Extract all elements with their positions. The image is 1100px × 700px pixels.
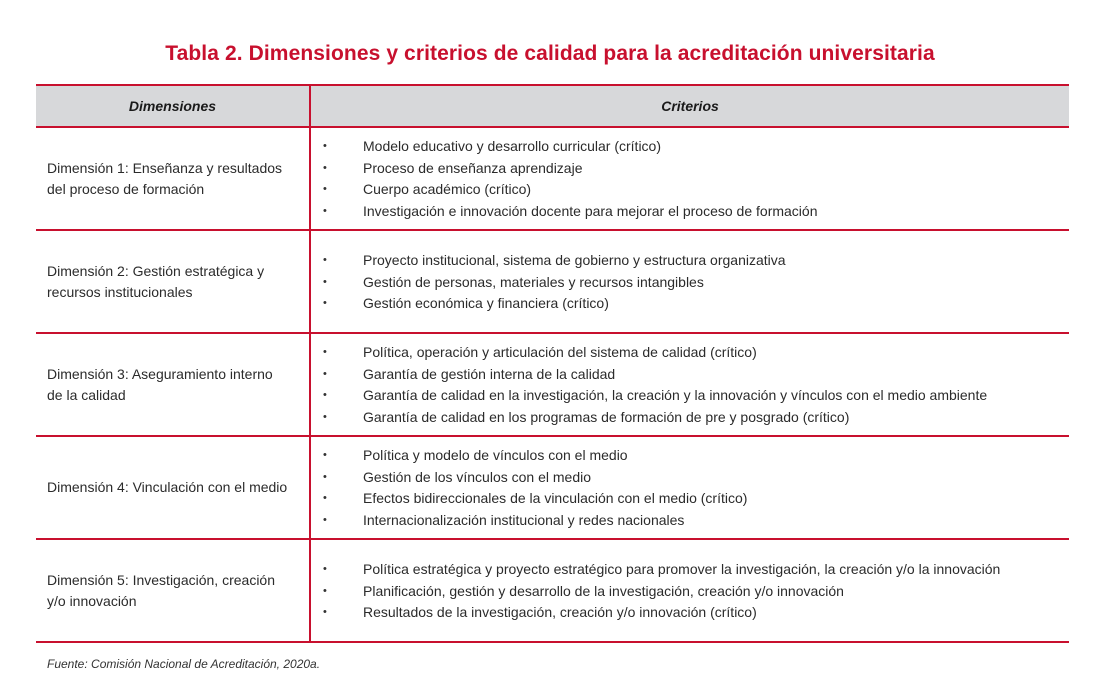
table-header [36, 84, 1069, 128]
bullet-icon: • [323, 513, 327, 526]
criterion-item [321, 249, 1069, 271]
bullet-icon: • [323, 367, 327, 380]
criterion-item [321, 385, 1069, 407]
criterion-text: Planificación, gestión y desarrollo de la investigación, creación y/o innovación [363, 582, 844, 599]
criterion-text: Proyecto institucional, sistema de gobierno y estructura organizativa [363, 252, 786, 268]
criterion-text: Política y modelo de vínculos con el medio [363, 447, 628, 464]
criterion-text: Resultados de la investigación, creación y/o innovación (crítico) [363, 604, 757, 620]
bullet-icon: • [323, 563, 327, 575]
table-body [36, 128, 1069, 643]
criterion-item [321, 466, 1069, 488]
criteria-cell [311, 334, 1069, 435]
bullet-icon: • [323, 584, 327, 597]
bullet-icon: • [323, 161, 327, 174]
criterion-text: Gestión de personas, materiales y recursos intangibles [363, 273, 704, 290]
bullet-icon: • [323, 204, 327, 217]
table-title: Tabla 2. Dimensiones y criterios de calidad para la acreditación universitaria [165, 42, 935, 65]
criterion-text: Modelo educativo y desarrollo curricular (crítico) [363, 138, 661, 155]
dimension-cell: Dimensión 5: Investigación, creación y/o innovación [36, 540, 311, 641]
criteria-table [36, 84, 1069, 643]
bullet-icon: • [323, 140, 327, 153]
bullet-icon: • [323, 346, 327, 359]
criterion-item [321, 200, 1069, 222]
table-row [36, 128, 1069, 231]
criterion-text: Política, operación y articulación del sistema de calidad (crítico) [363, 344, 757, 361]
bullet-icon: • [323, 606, 327, 618]
bullet-icon: • [323, 449, 327, 462]
criterion-text: Cuerpo académico (crítico) [363, 181, 532, 198]
criterion-text: Garantía de calidad en los programas de formación de pre y posgrado (crítico) [363, 408, 850, 425]
dimension-cell: Dimensión 2: Gestión estratégica y recursos institucionales [36, 231, 311, 332]
criterion-text: Política estratégica y proyecto estratégico para promover la investigación, la creación y/o la innovación [363, 561, 1001, 577]
criterion-item [321, 179, 1069, 201]
bullet-icon: • [323, 254, 327, 266]
table-row [36, 540, 1069, 643]
bullet-icon: • [323, 470, 327, 483]
bullet-icon: • [323, 183, 327, 196]
criterion-item [321, 292, 1069, 314]
criterion-item [321, 271, 1069, 293]
bullet-icon: • [323, 492, 327, 505]
bullet-icon: • [323, 389, 327, 402]
criteria-cell [311, 231, 1069, 332]
source-note: Fuente: Comisión Nacional de Acreditación, 2020a. [47, 657, 321, 671]
criterion-item [321, 342, 1069, 364]
criterion-text: Proceso de enseñanza aprendizaje [363, 159, 583, 176]
criterion-text: Garantía de calidad en la investigación, la creación y la innovación y vínculos con el medio ambiente [363, 387, 988, 404]
criterion-text: Efectos bidireccionales de la vinculación con el medio (crítico) [363, 490, 748, 507]
bullet-icon: • [323, 275, 327, 288]
criterion-item [321, 488, 1069, 510]
criterion-item [321, 580, 1069, 602]
criterion-text: Internacionalización institucional y redes nacionales [363, 511, 685, 528]
header-dimensions: Dimensiones [36, 86, 311, 126]
dimension-cell: Dimensión 3: Aseguramiento interno de la calidad [36, 334, 311, 435]
criterion-item [321, 558, 1069, 580]
criterion-text: Gestión económica y financiera (crítico) [363, 295, 609, 311]
dimension-cell: Dimensión 4: Vinculación con el medio [36, 437, 311, 538]
criterion-text: Garantía de gestión interna de la calidad [363, 365, 616, 382]
criterion-item [321, 136, 1069, 158]
criterion-item [321, 157, 1069, 179]
table-row [36, 334, 1069, 437]
criterion-item [321, 406, 1069, 428]
header-criteria: Criterios [661, 98, 719, 114]
dimension-cell: Dimensión 1: Enseñanza y resultados del proceso de formación [36, 128, 311, 229]
criterion-item [321, 445, 1069, 467]
table-row [36, 231, 1069, 334]
criteria-cell [311, 437, 1069, 538]
table-row [36, 437, 1069, 540]
criterion-item [321, 601, 1069, 623]
criterion-item [321, 509, 1069, 531]
bullet-icon: • [323, 297, 327, 309]
criteria-cell [311, 128, 1069, 229]
criterion-text: Gestión de los vínculos con el medio [363, 468, 592, 485]
criterion-item [321, 363, 1069, 385]
bullet-icon: • [323, 410, 327, 423]
criteria-cell [311, 540, 1069, 641]
criterion-text: Investigación e innovación docente para mejorar el proceso de formación [363, 202, 818, 219]
